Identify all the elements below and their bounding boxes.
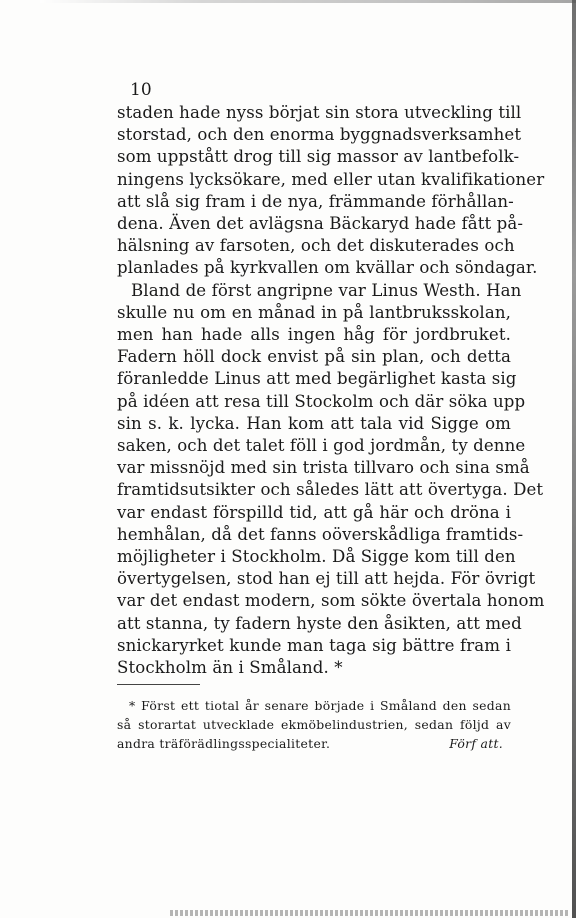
footnote-line: så storartat utvecklade ekmöbelindustrien, sedan följd av — [117, 717, 511, 732]
text-line: ningens lycksökare, med eller utan kvalifikationer — [117, 169, 545, 189]
footnote — [117, 696, 511, 753]
text-line: framtidsutsikter och således lätt att övertyga. Det — [117, 480, 544, 500]
text-line: skulle nu om en månad in på lantbruksskolan, — [117, 302, 511, 322]
text-line: Bland de först angripne var Linus Westh. Han — [131, 280, 522, 300]
text-line: Fadern höll dock envist på sin plan, och detta — [117, 347, 511, 367]
text-line: möjligheter i Stockholm. Då Sigge kom till den — [117, 547, 516, 567]
text-line: planlades på kyrkvallen om kvällar och söndagar. — [117, 258, 538, 278]
footnote-last-line — [117, 734, 511, 753]
text-line: på idéen att resa till Stockolm och där söka upp — [117, 391, 526, 411]
text-line: sin s. k. lycka. Han kom att tala vid Sigge om — [117, 413, 511, 433]
footnote-signature: Förf att. — [449, 736, 503, 751]
text-line: föranledde Linus att med begärlighet kasta sig — [117, 369, 517, 389]
text-line: var endast förspilld tid, att gå här och dröna i — [117, 502, 511, 522]
text-line: snickaryrket kunde man taga sig bättre fram i — [117, 635, 511, 655]
text-line: staden hade nyss börjat sin stora utveckling till — [117, 103, 522, 122]
footnote-divider — [117, 684, 200, 685]
text-line: hälsning av farsoten, och det diskuterades och — [117, 236, 515, 256]
footnote-line: andra träförädlingsspecialiteter. — [117, 736, 331, 751]
text-line: saken, och det talet föll i god jordmån, ty denne — [117, 436, 526, 456]
text-line: övertygelsen, stod han ej till att hejda. För övrigt — [117, 569, 536, 589]
page-number: 10 — [130, 80, 152, 100]
scan-edge-right — [572, 0, 576, 918]
footnote-line: * Först ett tiotal år senare började i Småland den sedan — [129, 698, 511, 713]
text-line: som uppstått drog till sig massor av lantbefolk- — [117, 147, 520, 167]
text-line: att slå sig fram i de nya, främmande förhållan- — [117, 191, 514, 211]
scan-edge-top — [40, 0, 576, 3]
text-line: hemhålan, då det fanns oöverskådliga framtids- — [117, 524, 524, 544]
text-line: men han hade alls ingen håg för jordbruket. — [117, 325, 511, 345]
text-line: storstad, och den enorma byggnadsverksamhet — [117, 125, 522, 145]
body-text — [117, 102, 545, 679]
text-line: att stanna, ty fadern hyste den åsikten, att med — [117, 613, 522, 633]
text-line: Stockholm än i Småland. * — [117, 658, 343, 678]
text-line: var missnöjd med sin trista tillvaro och sina små — [117, 458, 530, 478]
text-line: var det endast modern, som sökte övertala honom — [117, 591, 545, 611]
scan-edge-bottom — [170, 910, 570, 916]
text-line: dena. Även det avlägsna Bäckaryd hade fått på- — [117, 214, 524, 234]
